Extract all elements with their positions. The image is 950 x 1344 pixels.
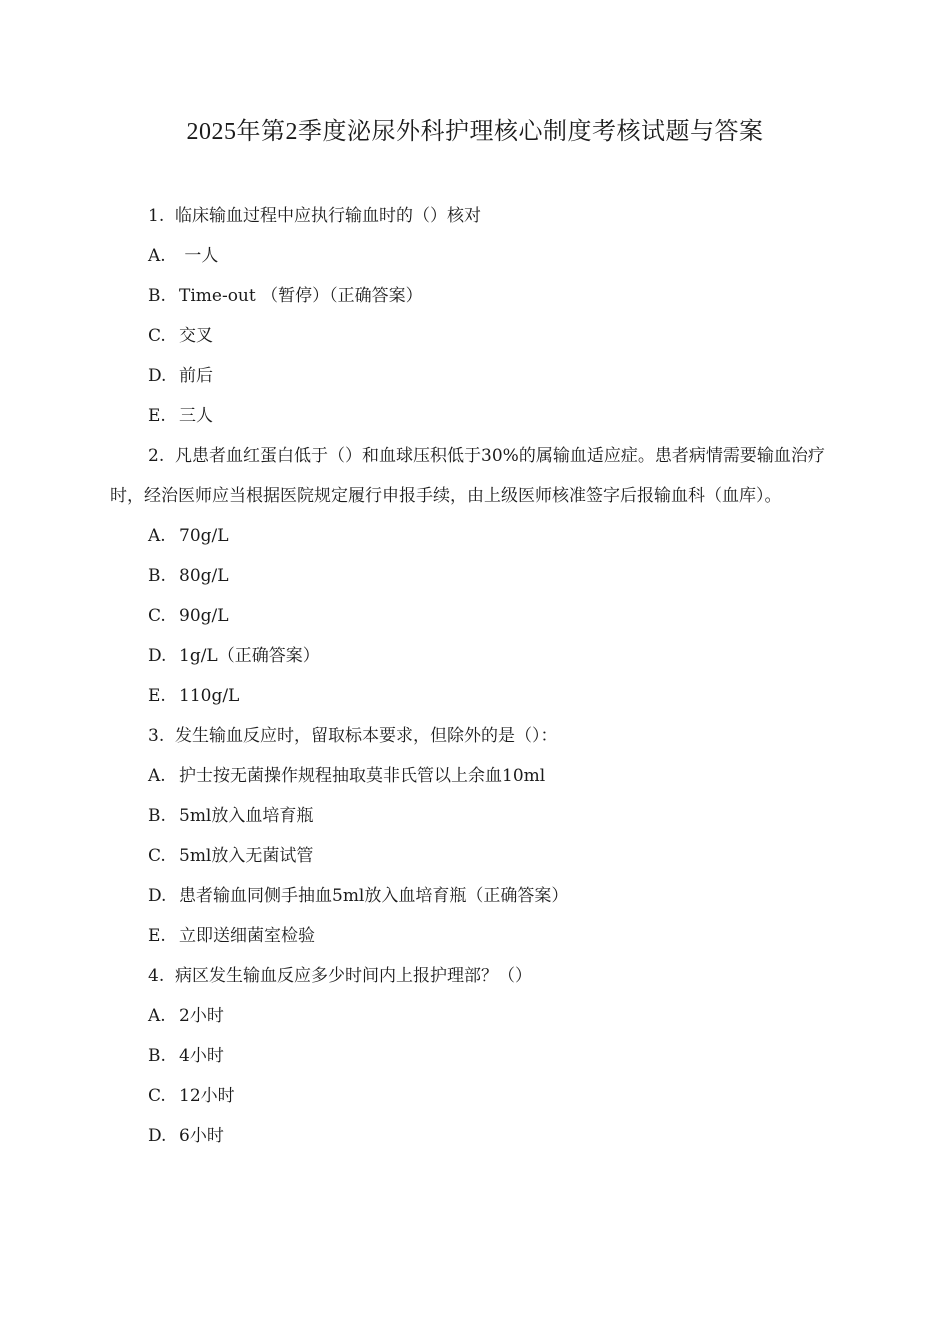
question-number: 3.	[148, 726, 165, 746]
option-text: 70g/L	[179, 526, 229, 546]
option-1e	[110, 396, 840, 436]
question-3	[110, 716, 840, 756]
option-text: 4小时	[179, 1046, 224, 1066]
option-2c	[110, 596, 840, 636]
option-text: 90g/L	[179, 606, 229, 626]
option-label: D.	[148, 1126, 167, 1146]
option-label: B.	[148, 286, 166, 306]
option-text: Time-out （暂停）（正确答案）	[179, 286, 423, 306]
option-text: 立即送细菌室检验	[179, 926, 315, 946]
document-title: 2025年第2季度泌尿外科护理核心制度考核试题与答案	[186, 119, 764, 145]
option-2d	[110, 636, 840, 676]
option-text: 一人	[179, 246, 219, 266]
question-number: 1.	[148, 206, 165, 226]
option-label: A.	[148, 766, 166, 786]
question-4	[110, 956, 840, 996]
option-label: B.	[148, 1046, 166, 1066]
option-text: 三人	[179, 406, 213, 426]
option-text: 110g/L	[179, 686, 240, 706]
option-1a	[110, 236, 840, 276]
option-4c	[110, 1076, 840, 1116]
option-3e	[110, 916, 840, 956]
option-label: D.	[148, 366, 167, 386]
option-label: C.	[148, 606, 166, 626]
option-4b	[110, 1036, 840, 1076]
option-text: 1g/L（正确答案）	[179, 646, 320, 666]
option-3b	[110, 796, 840, 836]
option-4a	[110, 996, 840, 1036]
question-text: 凡患者血红蛋白低于（）和血球压积低于30%的属输血适应症。患者病情需要输血治疗时，经治医师应当根据医院规定履行申报手续，由上级医师核准签字后报输血科（血库）。	[110, 446, 825, 506]
option-1c	[110, 316, 840, 356]
option-label: B.	[148, 806, 166, 826]
option-label: C.	[148, 1086, 166, 1106]
option-label: E.	[148, 686, 166, 706]
option-text: 前后	[179, 366, 213, 386]
option-text: 80g/L	[179, 566, 229, 586]
option-4d	[110, 1116, 840, 1156]
question-text: 临床输血过程中应执行输血时的（）核对	[175, 206, 482, 226]
option-text: 5ml放入无菌试管	[179, 846, 314, 866]
question-2	[110, 436, 840, 516]
option-label: A.	[148, 246, 166, 266]
option-text: 6小时	[179, 1126, 224, 1146]
option-label: A.	[148, 1006, 166, 1026]
option-text: 2小时	[179, 1006, 224, 1026]
option-label: C.	[148, 326, 166, 346]
option-3c	[110, 836, 840, 876]
option-text: 患者输血同侧手抽血5ml放入血培育瓶（正确答案）	[179, 886, 569, 906]
option-3a	[110, 756, 840, 796]
option-text: 12小时	[179, 1086, 235, 1106]
question-number: 4.	[148, 966, 165, 986]
option-2a	[110, 516, 840, 556]
option-text: 交叉	[179, 326, 213, 346]
option-text: 5ml放入血培育瓶	[179, 806, 314, 826]
option-label: A.	[148, 526, 166, 546]
option-label: C.	[148, 846, 166, 866]
option-2e	[110, 676, 840, 716]
option-label: D.	[148, 886, 167, 906]
option-2b	[110, 556, 840, 596]
question-list	[110, 196, 840, 1156]
option-3d	[110, 876, 840, 916]
question-text: 病区发生输血反应多少时间内上报护理部？（）	[175, 966, 533, 986]
question-text: 发生输血反应时，留取标本要求，但除外的是（）：	[175, 726, 558, 746]
option-1d	[110, 356, 840, 396]
question-number: 2.	[148, 446, 165, 466]
option-label: B.	[148, 566, 166, 586]
option-label: D.	[148, 646, 167, 666]
option-text: 护士按无菌操作规程抽取莫非氏管以上余血10ml	[179, 766, 546, 786]
option-label: E.	[148, 406, 166, 426]
question-1	[110, 196, 840, 236]
option-label: E.	[148, 926, 166, 946]
option-1b	[110, 276, 840, 316]
